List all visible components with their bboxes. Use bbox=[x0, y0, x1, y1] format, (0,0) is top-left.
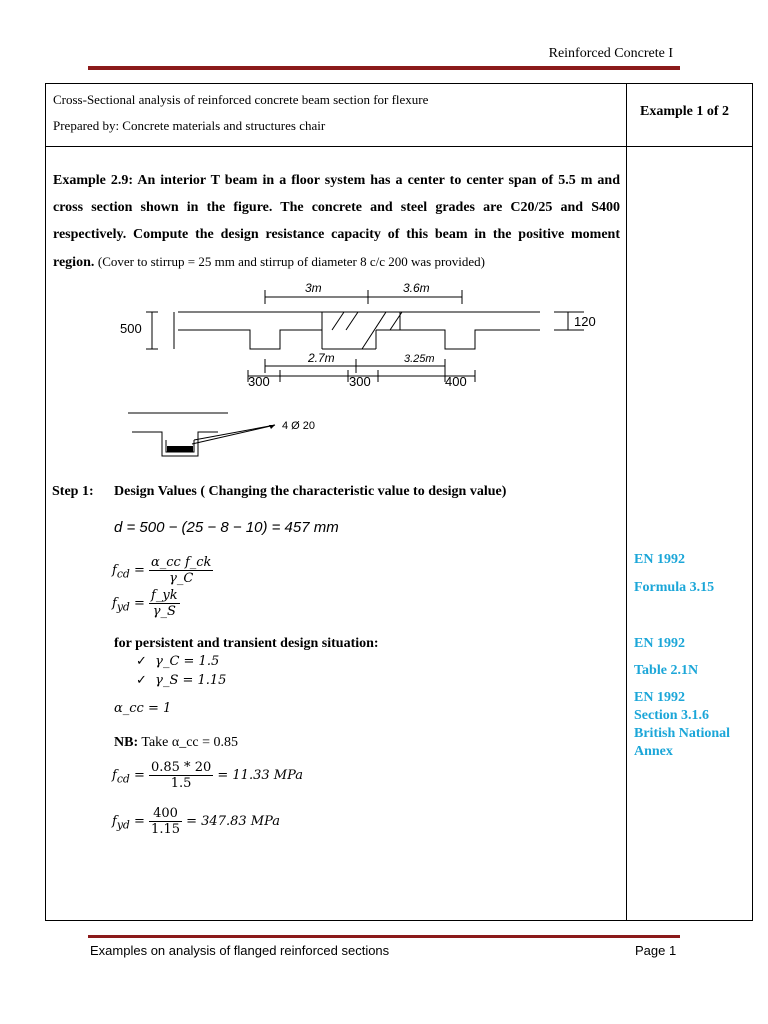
dim-2-7m: 2.7m bbox=[308, 351, 335, 365]
dim-500: 500 bbox=[120, 321, 142, 336]
ref-british-national: British National bbox=[634, 726, 731, 741]
fcd-val-denominator: 1.5 bbox=[170, 776, 192, 791]
table-header-line-1: Cross-Sectional analysis of reinforced concrete beam section for flexure bbox=[53, 92, 429, 107]
ref-section-3-1-6: Section 3.1.6 bbox=[634, 708, 710, 723]
problem-statement bbox=[53, 167, 620, 276]
fcd-val-result: = 11.33 MPa bbox=[217, 768, 303, 783]
ref-en1992-2: EN 1992 bbox=[634, 636, 685, 651]
problem-note: (Cover to stirrup = 25 mm and stirrup of diameter 8 c/c 200 was provided) bbox=[97, 254, 485, 269]
header-divider bbox=[45, 146, 753, 147]
fcd-denominator: γ_C bbox=[169, 571, 194, 586]
ref-table-2-1n: Table 2.1N bbox=[634, 663, 699, 678]
dim-300-b: 300 bbox=[349, 374, 371, 389]
nb-note bbox=[114, 735, 238, 751]
ref-en1992-1: EN 1992 bbox=[634, 552, 685, 567]
fcd-numerator: α_cc f_ck bbox=[150, 555, 212, 570]
page-number: Page 1 bbox=[635, 943, 677, 958]
fcd-val-numerator: 0.85 * 20 bbox=[150, 760, 212, 775]
step-label: Step 1: bbox=[52, 484, 94, 499]
dim-3-25m: 3.25m bbox=[404, 353, 435, 365]
persistent-situation-text: for persistent and transient design situation: bbox=[114, 636, 379, 651]
ref-formula-3-15: Formula 3.15 bbox=[634, 580, 715, 595]
problem-text: Example 2.9: An interior T beam in a floor system has a center to center span of 5.5 m and cross section shown in the figure. The concrete and steel grades are C20/25 and S400 respectively. Compute the design resistance capacity of this beam in the positive moment region. bbox=[53, 173, 620, 270]
equation-fcd: $f_{cd}$ = $\frac{\text{α\_cc f\_ck}}{\gamma\_C}$ bbox=[112, 555, 212, 586]
dim-3m: 3m bbox=[305, 281, 322, 295]
equation-fyd: $f_{yd}$ = $\frac{f\_yk}{\gamma\_S}$ bbox=[112, 588, 178, 619]
equation-fyd-value: $f_{yd}$ = $\frac{400}{1.15}$ = 347.83 MPa bbox=[112, 806, 281, 837]
nb-text: Take α_cc = 0.85 bbox=[141, 735, 239, 750]
fyd-val-result: = 347.83 MPa bbox=[186, 814, 281, 829]
dim-3-6m: 3.6m bbox=[403, 281, 430, 295]
fyd-val-numerator: 400 bbox=[149, 806, 182, 822]
check-gamma-s bbox=[136, 673, 226, 688]
t-beam-cross-section-figure bbox=[100, 280, 620, 460]
fyd-denominator: γ_S bbox=[152, 604, 176, 619]
nb-label: NB: bbox=[114, 735, 139, 750]
table-header-line-2: Prepared by: Concrete materials and structures chair bbox=[53, 118, 326, 133]
check-icon: ✓ bbox=[136, 654, 147, 669]
footer-title: Examples on analysis of flanged reinforced sections bbox=[90, 943, 390, 958]
dim-120: 120 bbox=[574, 314, 596, 329]
dim-300-a: 300 bbox=[248, 374, 270, 389]
step-title: Design Values ( Changing the characteristic value to design value) bbox=[114, 484, 507, 499]
fcd-sub: cd bbox=[116, 567, 130, 581]
check-gamma-c bbox=[136, 654, 219, 669]
equation-effective-depth: d = 500 − (25 − 8 − 10) = 457 mm bbox=[114, 519, 339, 536]
header-rule bbox=[88, 66, 680, 70]
alpha-cc-equation: α_cc = 1 bbox=[114, 701, 172, 716]
footer-rule bbox=[88, 935, 680, 938]
rebar-label: 4 Ø 20 bbox=[282, 420, 316, 432]
ref-annex: Annex bbox=[634, 744, 673, 759]
fcd-lhs: f bbox=[112, 563, 117, 578]
header-title: Reinforced Concrete I bbox=[548, 46, 673, 61]
gamma-s-value: γ_S = 1.15 bbox=[155, 673, 227, 688]
fyd-val-denominator: 1.15 bbox=[151, 822, 180, 837]
dim-400: 400 bbox=[445, 374, 467, 389]
equation-fcd-value: $f_{cd}$ = $\frac{0.85 * 20}{1.5}$ = 11.33 MPa bbox=[112, 760, 303, 791]
check-icon: ✓ bbox=[136, 673, 147, 688]
example-count: Example 1 of 2 bbox=[640, 104, 730, 119]
column-divider bbox=[626, 83, 627, 921]
ref-en1992-3: EN 1992 bbox=[634, 690, 685, 705]
gamma-c-value: γ_C = 1.5 bbox=[155, 654, 220, 669]
fyd-numerator: f_yk bbox=[151, 588, 178, 603]
